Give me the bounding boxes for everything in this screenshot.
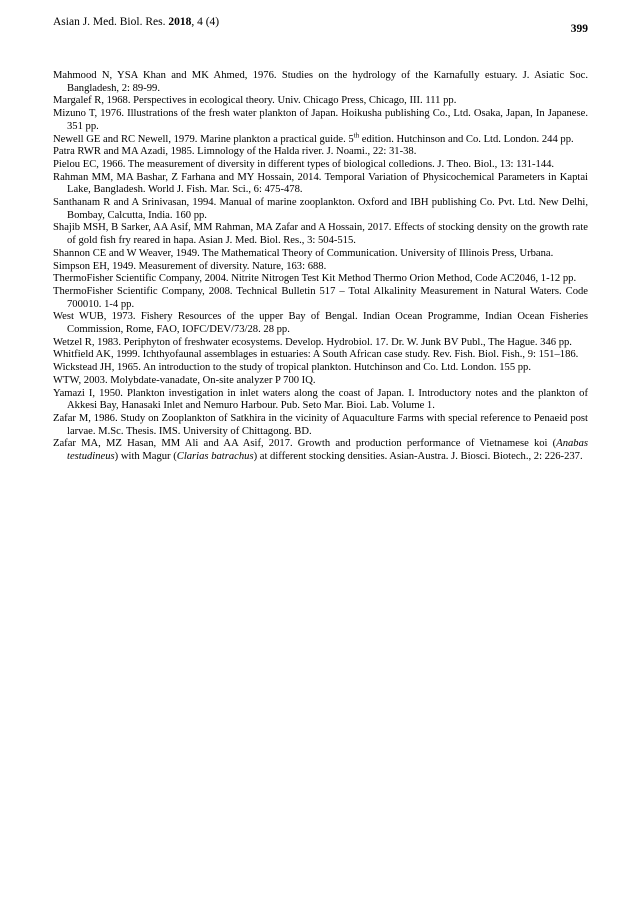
reference-item: Shajib MSH, B Sarker, AA Asif, MM Rahman, MA Zafar and A Hossain, 2017. Effects of stocking density on the growth rate of gold fish fry reared in hapa. Asian J. Med. Biol. Res., 3: 504-515. xyxy=(53,222,588,247)
page-number: 399 xyxy=(570,23,588,35)
reference-item: Whitfield AK, 1999. Ichthyofaunal assemblages in estuaries: A South African case study. Rev. Fish. Biol. Fish., 9: 151–186. xyxy=(53,349,579,361)
species-name: Anabas testudineus xyxy=(67,438,588,463)
reference-item: Shannon CE and W Weaver, 1949. The Mathematical Theory of Communication. University of Illinois Press, Urbana. xyxy=(53,247,554,259)
journal-name: Asian J. Med. Biol. Res. xyxy=(53,16,169,28)
reference-text: Newell GE and RC Newell, 1979. Marine plankton a practical guide. 5 xyxy=(53,133,354,145)
reference-text: ) at different stocking densities. Asian-Austra. J. Biosci. Biotech., 2: 226-237. xyxy=(253,451,583,463)
reference-item: Wickstead JH, 1965. An introduction to the study of tropical plankton. Hutchinson and Co. Ltd. London. 155 pp. xyxy=(53,362,532,374)
reference-item: Yamazi I, 1950. Plankton investigation in inlet waters along the coast of Japan. I. Introductory notes and the plankton of Akkesi Bay, Hanasaki Inlet and Nemuro Harbour. Pub. Seto Mar. Bioi. Lab. Volume 1. xyxy=(53,387,588,412)
reference-item: Wetzel R, 1983. Periphyton of freshwater ecosystems. Develop. Hydrobiol. 17. Dr. W. Junk BV Publ., The Hague. 346 pp. xyxy=(53,336,572,348)
reference-item xyxy=(53,438,588,463)
running-header xyxy=(53,13,588,33)
reference-item: Zafar M, 1986. Study on Zooplankton of Satkhira in the vicinity of Aquaculture Farms with special reference to Penaeid post larvae. M.Sc. Thesis. IMS. University of Chittagong. BD. xyxy=(53,412,588,437)
journal-year: 2018 xyxy=(168,16,192,28)
reference-item: Simpson EH, 1949. Measurement of diversity. Nature, 163: 688. xyxy=(53,260,327,272)
reference-item: Margalef R, 1968. Perspectives in ecological theory. Univ. Chicago Press, Chicago, III. 111 pp. xyxy=(53,95,457,107)
reference-superscript: th xyxy=(353,130,360,139)
reference-item: Santhanam R and A Srinivasan, 1994. Manual of marine zooplankton. Oxford and IBH publishing Co. Pvt. Ltd. New Delhi, Bombay, Calcutta, India. 160 pp. xyxy=(53,197,588,221)
reference-item: Pielou EC, 1966. The measurement of diversity in different types of biological colledions. J. Theo. Biol., 13: 131-144. xyxy=(53,158,555,170)
journal-volume-issue: , 4 (4) xyxy=(191,16,220,28)
reference-item: Mahmood N, YSA Khan and MK Ahmed, 1976. Studies on the hydrology of the Karnafully estuary. J. Asiatic Soc. Bangladesh, 2: 89-99. xyxy=(53,70,588,94)
reference-list xyxy=(53,70,588,464)
reference-item: Mizuno T, 1976. Illustrations of the fresh water plankton of Japan. Hoikusha publishing Co., Ltd. Osaka, Japan, In Japanese. 351 pp. xyxy=(53,108,588,132)
reference-item: West WUB, 1973. Fishery Resources of the upper Bay of Bengal. Indian Ocean Programme, Indian Ocean Fisheries Commission, Rome, FAO, IOFC/DEV/73/28. 28 pp. xyxy=(53,311,588,336)
reference-item: Patra RWR and MA Azadi, 1985. Limnology of the Halda river. J. Noami., 22: 31-38. xyxy=(53,146,417,158)
reference-text: ) with Magur ( xyxy=(114,451,177,463)
reference-text: edition. Hutchinson and Co. Ltd. London. 244 pp. xyxy=(359,133,574,145)
reference-item xyxy=(53,130,588,147)
reference-item: ThermoFisher Scientific Company, 2004. Nitrite Nitrogen Test Kit Method Thermo Orion Method, Code AC2046, 1-12 pp. xyxy=(53,273,577,285)
reference-item: WTW, 2003. Molybdate-vanadate, On-site analyzer P 700 IQ. xyxy=(53,374,316,386)
reference-item: Rahman MM, MA Bashar, Z Farhana and MY Hossain, 2014. Temporal Variation of Physicochemical Parameters in Kaptai Lake, Bangladesh. World J. Fish. Mar. Sci., 6: 475-478. xyxy=(53,171,588,196)
reference-text: Zafar MA, MZ Hasan, MM Ali and AA Asif, 2017. Growth and production performance of Vietnamese koi ( xyxy=(53,438,557,450)
species-name: Clarias batrachus xyxy=(176,451,254,463)
reference-item: ThermoFisher Scientific Company, 2008. Technical Bulletin 517 – Total Alkalinity Measurement in Natural Waters. Code 700010. 1-4 pp. xyxy=(53,285,588,310)
journal-citation xyxy=(53,16,219,28)
